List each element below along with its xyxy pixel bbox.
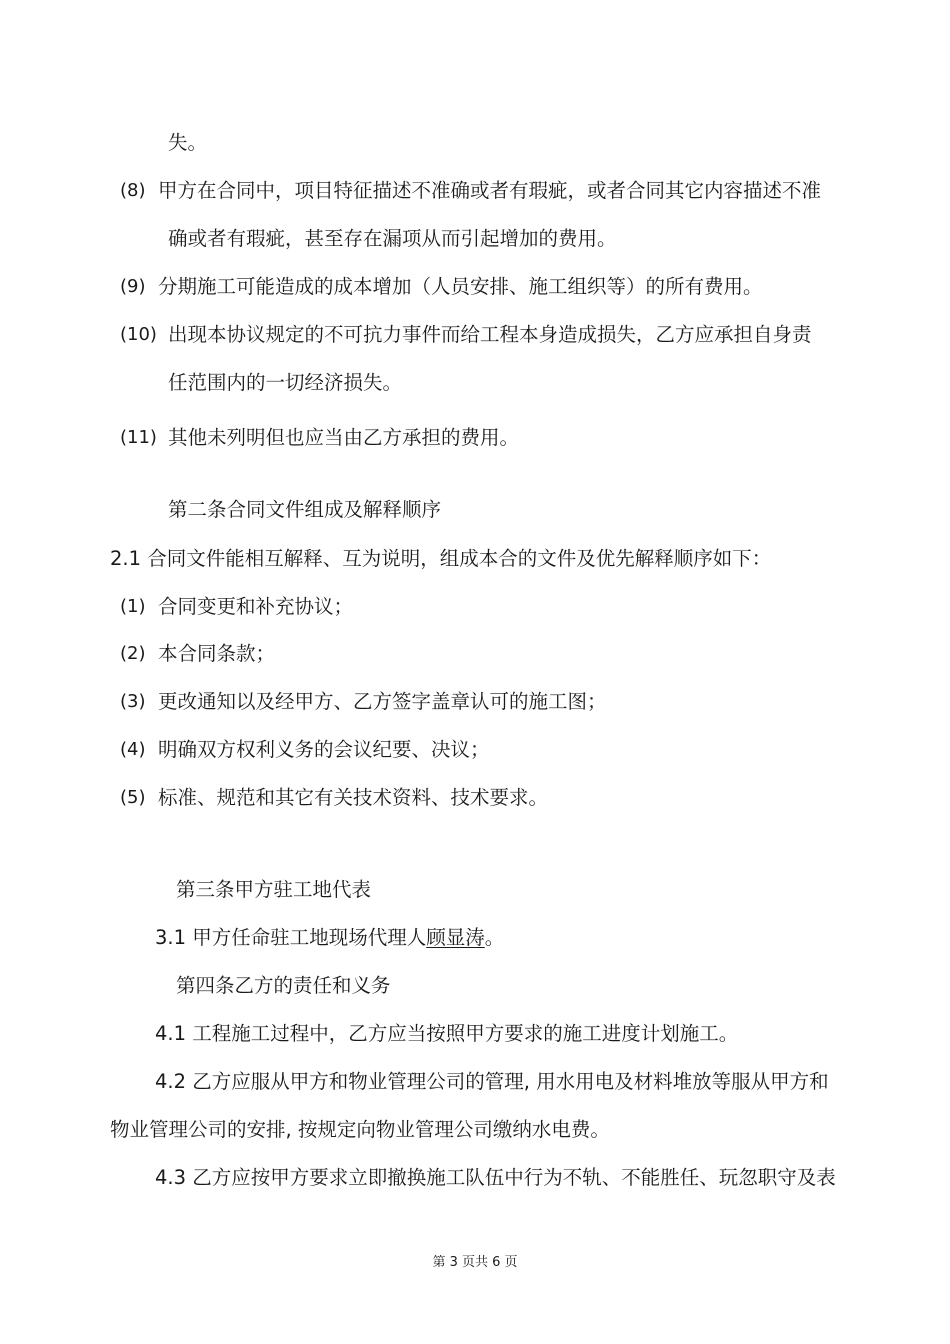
- section-heading: 第二条合同文件组成及解释顺序: [168, 498, 442, 521]
- section-heading: 第三条甲方驻工地代表: [176, 878, 372, 901]
- paragraph-line: [155, 925, 504, 951]
- list-number: (10): [120, 324, 157, 345]
- paragraph-line: 物业管理公司的安排, 按规定向物业管理公司缴纳水电费。: [110, 1118, 610, 1141]
- list-text: 标准、规范和其它有关技术资料、技术要求。: [158, 786, 549, 809]
- paragraph-line: 失。: [168, 131, 208, 154]
- clause-end: 。: [484, 926, 505, 949]
- paragraph-line: 任范围内的一切经济损失。: [168, 371, 403, 394]
- list-text: 甲方在合同中，项目特征描述不准确或者有瑕疵，或者合同其它内容描述不准: [158, 179, 822, 202]
- list-number: (5): [120, 787, 146, 808]
- list-number: (9): [120, 276, 146, 297]
- paragraph-line: 4.3 乙方应按甲方要求立即撤换施工队伍中行为不轨、不能胜任、玩忽职守及表: [155, 1166, 836, 1189]
- list-text: 更改通知以及经甲方、乙方签字盖章认可的施工图；: [158, 690, 607, 713]
- list-number: (4): [120, 739, 146, 760]
- list-text: 明确双方权利义务的会议纪要、决议；: [158, 738, 490, 761]
- clause-text: 3.1 甲方任命驻工地现场代理人: [155, 926, 427, 949]
- list-number: (1): [120, 596, 146, 617]
- list-text: 本合同条款；: [158, 642, 276, 665]
- list-number: (11): [120, 427, 157, 448]
- list-text: 分期施工可能造成的成本增加（人员安排、施工组织等）的所有费用。: [158, 275, 763, 298]
- page-footer: 第 3 页共 6 页: [432, 1255, 518, 1270]
- paragraph-line: 确或者有瑕疵，甚至存在漏项从而引起增加的费用。: [168, 227, 617, 250]
- list-text: 其他未列明但也应当由乙方承担的费用。: [168, 426, 520, 449]
- list-number: (2): [120, 643, 146, 664]
- list-number: (8): [120, 180, 146, 201]
- list-number: (3): [120, 691, 146, 712]
- paragraph-line: 2.1 合同文件能相互解释、互为说明，组成本合的文件及优先解释顺序如下：: [110, 547, 772, 570]
- list-text: 出现本协议规定的不可抗力事件而给工程本身造成损失，乙方应承担自身责: [168, 323, 812, 346]
- list-text: 合同变更和补充协议；: [158, 595, 354, 618]
- paragraph-line: 4.1 工程施工过程中，乙方应当按照甲方要求的施工进度计划施工。: [155, 1022, 739, 1045]
- paragraph-line: 4.2 乙方应服从甲方和物业管理公司的管理, 用水用电及材料堆放等服从甲方和: [155, 1070, 829, 1093]
- section-heading: 第四条乙方的责任和义务: [176, 974, 391, 997]
- representative-name: 顾显涛: [426, 926, 485, 949]
